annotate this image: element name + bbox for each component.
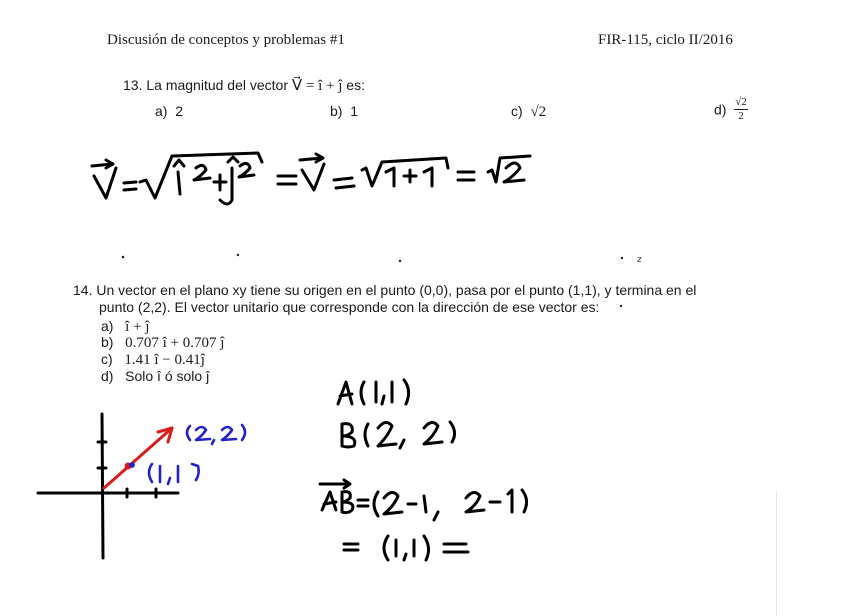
question-14-option-d: d) Solo î ó solo ĵ xyxy=(101,368,210,384)
handwriting-result-line xyxy=(344,536,468,560)
question-13-option-d: d) $\frac{√2}{2}$ xyxy=(714,96,747,122)
stray-mark-z: z xyxy=(637,255,642,265)
handwriting-point-b xyxy=(342,422,455,448)
question-14-line1: Un vector en el plano xy tiene su origen en el punto (0,0), pasa por el punto (1,1), y termina en el xyxy=(96,282,697,298)
question-14-option-c: c) 1.41 î − 0.41ĵ xyxy=(101,351,205,368)
question-13-option-b: b) 1 xyxy=(330,103,359,119)
question-14-line2: punto (2,2). El vector unitario que corresponde con la dirección de ese vector es: xyxy=(99,299,600,315)
handwriting-ab-line xyxy=(320,480,527,520)
question-13-stem-end: es: xyxy=(346,77,365,93)
graph-label-2-2 xyxy=(187,425,245,444)
question-14-option-b: b) 0.707 î + 0.707 ĵ xyxy=(101,334,225,351)
graph-vector-arrow xyxy=(104,428,172,488)
question-13-stem: La magnitud del vector xyxy=(146,77,288,93)
question-14-option-a: a) î + ĵ xyxy=(101,318,150,335)
stray-ink-marks xyxy=(122,254,624,307)
header-course-title: Discusión de conceptos y problemas #1 xyxy=(107,32,345,48)
handwriting-q13 xyxy=(92,153,530,204)
header-course-code: FIR-115, ciclo II/2016 xyxy=(598,32,733,48)
page-edge-line xyxy=(776,492,777,616)
question-13-option-c: c) √2 xyxy=(511,103,547,120)
graph-label-1-1 xyxy=(130,463,198,484)
question-14-number: 14. xyxy=(73,282,93,298)
handwriting-point-a xyxy=(338,380,409,404)
question-13-formula: V⃗ = î + ĵ xyxy=(291,78,343,94)
question-13-option-a: a) 2 xyxy=(155,103,184,119)
question-13-number: 13. xyxy=(123,77,143,93)
